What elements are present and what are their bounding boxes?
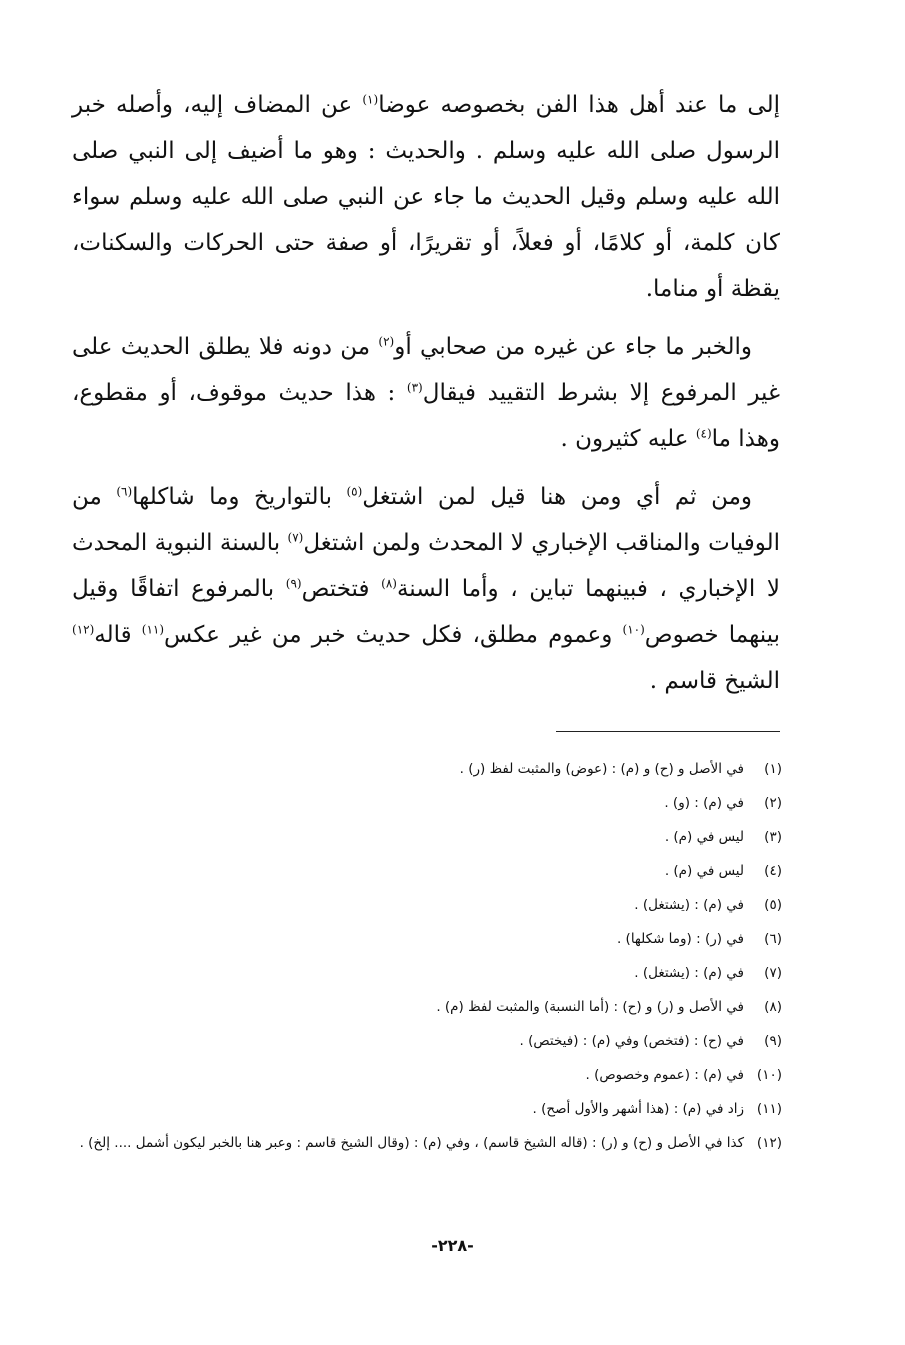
footnote-text: في (م) : (و) . (664, 795, 744, 811)
main-text (72, 82, 780, 716)
footnote-2 (72, 786, 782, 820)
footnote-4 (72, 854, 782, 888)
footnote-number: (١٢) (756, 1135, 782, 1151)
footnote-10 (72, 1058, 782, 1092)
footnote-5 (72, 888, 782, 922)
footnote-7 (72, 956, 782, 990)
page-number: -٢٢٨- (431, 1236, 474, 1255)
footnote-12 (72, 1126, 782, 1160)
footnote-divider (556, 731, 780, 732)
text-span: بالسنة النبوية المحدث لا الإخباري ، فبينهما تباين ، وأما السنة (72, 530, 781, 602)
text-span: وعموم مطلق، فكل حديث خبر من غير عكس (164, 622, 623, 648)
text-span: عن المضاف إليه، وأصله خبر الرسول صلى الله عليه وسلم . والحديث : وهو ما أضيف إلى النبي صلى الله عليه وسلم وقيل الحديث ما جاء عن النبي صلى الله عليه وسلم سواء كان كلمة، أو كلامًا، أو فعلاً، أو تقريرًا، أو صفة حتى الحركات والسكنات، يقظة أو مناما. (72, 92, 780, 302)
footnote-number: (٧) (764, 965, 782, 981)
footnote-ref-4[interactable]: (٤) (695, 426, 712, 441)
paragraph-1 (72, 82, 780, 312)
text-span: ومن ثم أي ومن هنا قيل لمن اشتغل (362, 484, 752, 510)
text-span: بالمرفوع اتفاقًا وقيل بينهما خصوص (72, 576, 780, 648)
footnote-number: (٦) (764, 931, 782, 947)
footnote-9 (72, 1024, 782, 1058)
footnote-ref-11[interactable]: (١١) (141, 622, 165, 637)
footnote-number: (١) (764, 761, 782, 777)
footnote-1 (72, 752, 782, 786)
footnote-number: (٩) (764, 1033, 782, 1049)
footnote-number: (١١) (756, 1101, 782, 1117)
text-span: والخبر ما جاء عن غيره من صحابي أو (394, 334, 753, 360)
footnote-ref-7[interactable]: (٧) (287, 530, 304, 545)
text-span: من دونه فلا يطلق الحديث على غير المرفوع إلا بشرط التقييد فيقال (72, 334, 780, 406)
footnote-ref-3[interactable]: (٣) (406, 380, 423, 395)
footnote-11 (72, 1092, 782, 1126)
footnote-6 (72, 922, 782, 956)
footnote-ref-6[interactable]: (٦) (116, 484, 133, 499)
footnote-ref-5[interactable]: (٥) (346, 484, 363, 499)
text-span: عليه كثيرون . (560, 426, 696, 452)
footnote-text: ليس في (م) . (664, 863, 744, 879)
footnote-text: في (م) : (عموم وخصوص) . (585, 1067, 744, 1083)
footnote-text: كذا في الأصل و (ح) و (ر) : (قاله الشيخ قاسم) ، وفي (م) : (وقال الشيخ قاسم : وعبر هنا بالخبر ليكون أشمل .... إلخ) . (79, 1135, 744, 1151)
footnote-number: (٥) (764, 897, 782, 913)
text-span: قاله (94, 622, 142, 648)
text-span: فتختص (301, 576, 382, 602)
paragraph-3 (72, 474, 780, 704)
footnote-ref-12[interactable]: (١٢) (72, 622, 95, 637)
text-span: إلى ما عند أهل هذا الفن بخصوصه عوضا (378, 92, 780, 118)
text-span: : هذا حديث موقوف، أو مقطوع، وهذا ما (72, 380, 780, 452)
footnote-text: في الأصل و (ح) و (م) : (عوض) والمثبت لفظ (ر) . (459, 761, 744, 777)
footnote-text: في الأصل و (ر) و (ح) : (أما النسبة) والمثبت لفظ (م) . (436, 999, 744, 1015)
footnote-3 (72, 820, 782, 854)
footnote-number: (٣) (764, 829, 782, 845)
footnote-text: في (ر) : (وما شكلها) . (616, 931, 744, 947)
footnote-ref-1[interactable]: (١) (362, 92, 379, 107)
text-span: بالتواريخ وما شاكلها (132, 484, 347, 510)
footnote-ref-9[interactable]: (٩) (285, 576, 302, 591)
footnote-number: (٨) (764, 999, 782, 1015)
footnote-8 (72, 990, 782, 1024)
footnote-text: في (م) : (يشتغل) . (634, 965, 744, 981)
footnote-ref-2[interactable]: (٢) (378, 334, 395, 349)
paragraph-2 (72, 324, 780, 462)
footnote-text: ليس في (م) . (664, 829, 744, 845)
text-span: من الوفيات والمناقب الإخباري لا المحدث ولمن اشتغل (72, 484, 780, 556)
footnote-ref-8[interactable]: (٨) (381, 576, 397, 591)
footnote-text: في (ح) : (فتخص) وفي (م) : (فيختص) . (519, 1033, 744, 1049)
footnote-ref-10[interactable]: (١٠) (622, 622, 645, 637)
footnote-text: في (م) : (يشتغل) . (634, 897, 744, 913)
footnote-number: (٤) (764, 863, 782, 879)
footnotes (72, 752, 782, 1160)
footnote-number: (١٠) (756, 1067, 782, 1083)
footnote-text: زاد في (م) : (هذا أشهر والأول أصح) . (532, 1101, 744, 1117)
footnote-number: (٢) (764, 795, 782, 811)
text-span: الشيخ قاسم . (649, 668, 780, 694)
